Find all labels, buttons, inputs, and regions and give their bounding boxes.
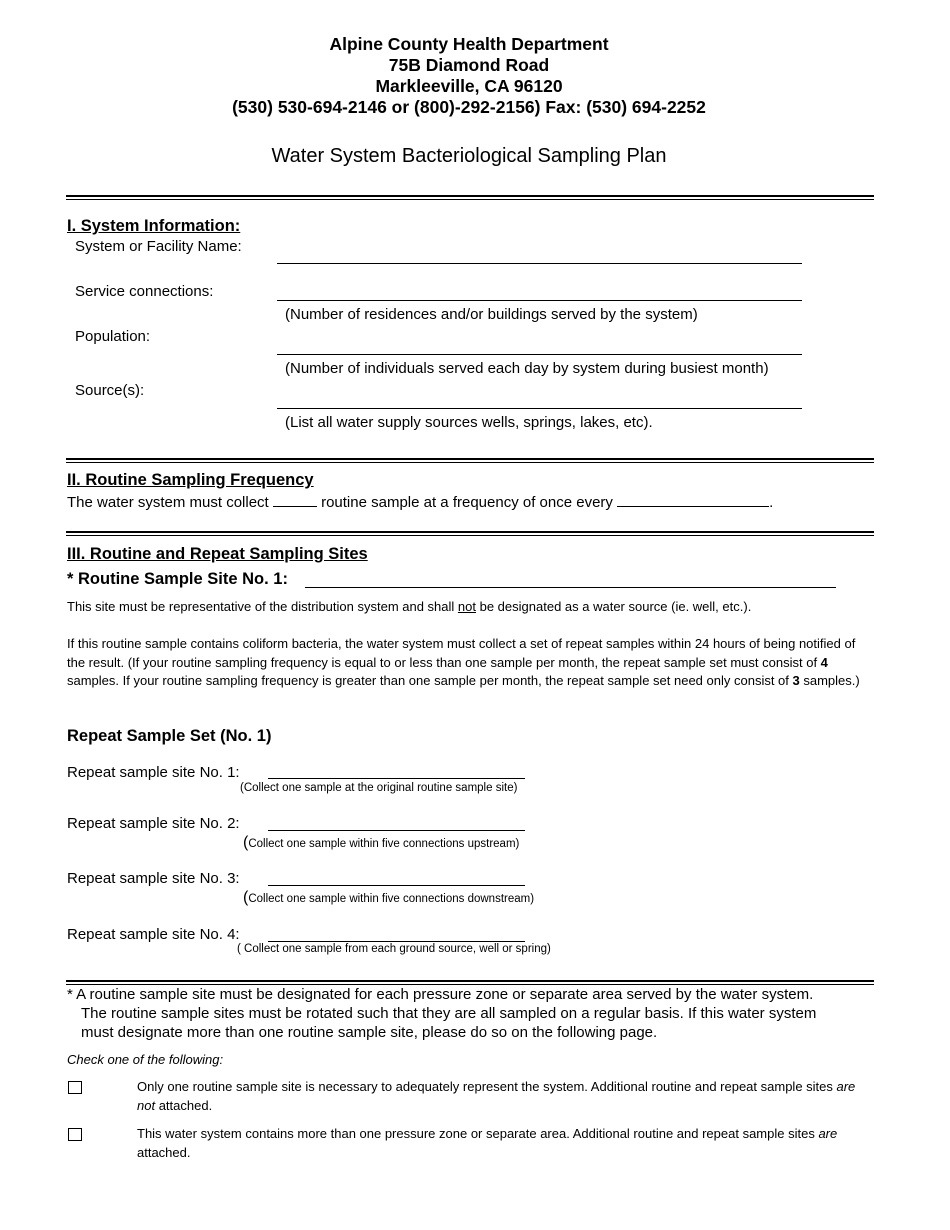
repeat-site-4-hint: ( Collect one sample from each ground source, well or spring) [237,943,551,955]
coliform-paragraph [67,635,875,691]
option-2-emphasis: are [818,1126,838,1141]
divider [66,531,874,536]
population-label: Population: [75,328,151,345]
population-hint: (Number of individuals served each day by system during busiest month) [285,360,769,377]
document-title: Water System Bacteriological Sampling Plan [271,145,667,167]
sample-count-field[interactable] [273,492,317,507]
section-3-heading: III. Routine and Repeat Sampling Sites [67,545,368,563]
coliform-count-3: 3 [792,673,800,688]
sources-field[interactable] [277,408,802,409]
check-instruction: Check one of the following: [67,1052,224,1067]
frequency-text-end: . [769,494,774,511]
repeat-site-3-hint-wrap [243,889,534,907]
star-note-line-1: * A routine sample site must be designated for each pressure zone or separate area served by the water system. [67,986,814,1003]
coliform-text-a: If this routine sample contains coliform bacteria, the water system must collect a set of repeat samples within 24 hours of being notified of the result. (If your routine sampling frequency is equal to or less than one sample per month, the repeat sample set must consist of [67,636,856,670]
repeat-site-2-label: Repeat sample site No. 2: [67,815,240,832]
address-line-1: 75B Diamond Road [388,55,550,75]
frequency-sentence [67,492,773,511]
service-connections-hint: (Number of residences and/or buildings served by the system) [285,306,698,323]
service-connections-label: Service connections: [75,283,214,300]
repeat-site-3-paren: ( [243,889,249,906]
address-line-2: Markleeville, CA 96120 [375,76,563,96]
star-note-line-3: must designate more than one routine sample site, please do so on the following page. [81,1024,658,1041]
coliform-text-b: samples. If your routine sampling frequency is greater than one sample per month, the repeat sample set need only consist of [67,673,793,688]
option-1-checkbox[interactable] [68,1081,82,1094]
representative-note-b: be designated as a water source (ie. well, etc.). [476,599,752,614]
frequency-field[interactable] [617,492,769,507]
option-2-text [137,1125,882,1162]
repeat-site-1-label: Repeat sample site No. 1: [67,764,240,781]
option-1-text-b: attached. [155,1097,213,1113]
repeat-site-4-field[interactable] [268,941,525,942]
sources-hint: (List all water supply sources wells, springs, lakes, etc). [285,414,653,431]
repeat-set-heading: Repeat Sample Set (No. 1) [67,727,272,745]
divider [66,195,874,200]
repeat-site-2-hint-wrap [243,834,519,852]
service-connections-field[interactable] [277,300,802,301]
facility-name-field[interactable] [277,263,802,264]
repeat-site-4-label: Repeat sample site No. 4: [67,926,240,943]
option-1-text [137,1078,872,1115]
dept-name: Alpine County Health Department [329,34,609,54]
repeat-site-2-hint: Collect one sample within five connections upstream) [248,838,520,850]
repeat-site-1-field[interactable] [268,778,525,779]
star-note-line-2: The routine sample sites must be rotated such that they are all sampled on a regular basis. If this water system [81,1005,817,1022]
routine-site-label: * Routine Sample Site No. 1: [67,570,288,588]
repeat-site-3-label: Repeat sample site No. 3: [67,870,240,887]
option-1-emphasis: are not [137,1079,856,1113]
repeat-site-2-field[interactable] [268,830,525,831]
frequency-text-a: The water system must collect [67,494,269,511]
option-1-text-a: Only one routine sample site is necessary to adequately represent the system. Additional routine and repeat sample sites [137,1079,837,1094]
sources-label: Source(s): [75,382,145,399]
section-1-heading: I. System Information: [67,217,241,235]
divider [66,458,874,463]
representative-note-a: This site must be representative of the distribution system and shall [67,599,458,614]
facility-name-label: System or Facility Name: [75,238,242,255]
repeat-site-1-hint: (Collect one sample at the original routine sample site) [240,782,518,794]
frequency-text-b: routine sample at a frequency of once every [321,494,613,511]
repeat-site-3-field[interactable] [268,885,525,886]
repeat-site-2-paren: ( [243,834,249,851]
option-2-checkbox[interactable] [68,1128,82,1141]
section-2-heading: II. Routine Sampling Frequency [67,471,314,489]
routine-site-field[interactable] [305,587,836,588]
coliform-count-4: 4 [820,654,828,670]
repeat-site-3-hint: Collect one sample within five connections downstream) [248,893,535,905]
phone-fax: (530) 530-694-2146 or (800)-292-2156) Fax: (530) 694-2252 [232,97,706,117]
representative-note-not: not [457,599,476,614]
coliform-text-c: samples.) [799,673,860,688]
representative-note [67,598,877,617]
option-2-text-a: This water system contains more than one pressure zone or separate area. Additional routine and repeat sample sites [137,1126,819,1141]
population-field[interactable] [277,354,802,355]
option-2-text-b: attached. [137,1144,191,1160]
